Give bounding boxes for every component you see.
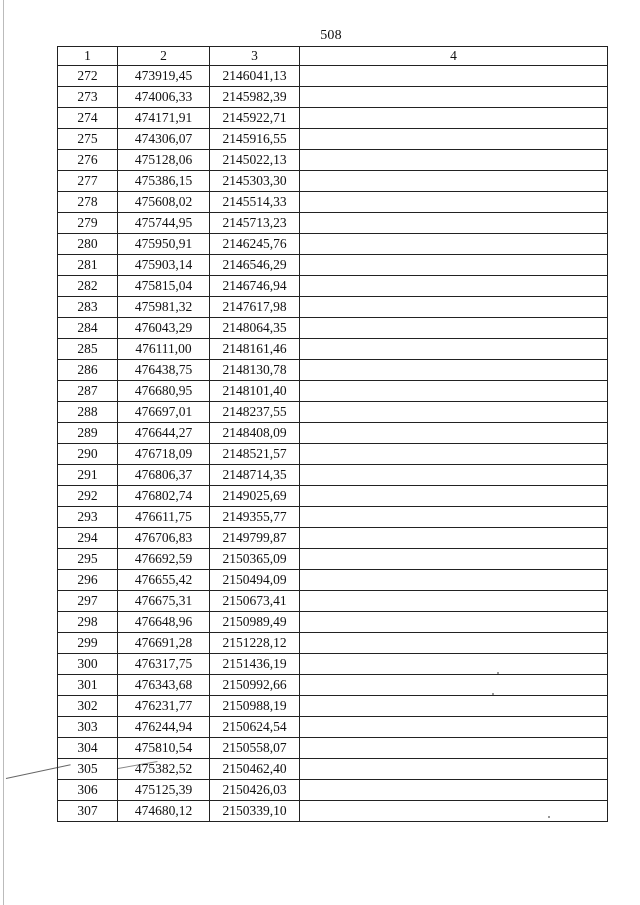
table-header-row (58, 47, 608, 66)
notes-cell (300, 234, 608, 255)
notes-cell (300, 759, 608, 780)
point-number-cell: 297 (58, 591, 118, 612)
point-number-cell: 279 (58, 213, 118, 234)
notes-cell (300, 612, 608, 633)
y-coordinate-cell: 2150339,10 (210, 801, 300, 822)
notes-cell (300, 66, 608, 87)
y-coordinate-cell: 2150462,40 (210, 759, 300, 780)
notes-cell (300, 87, 608, 108)
table-row (58, 465, 608, 486)
notes-cell (300, 381, 608, 402)
y-coordinate-cell: 2150365,09 (210, 549, 300, 570)
point-number-cell: 285 (58, 339, 118, 360)
x-coordinate-cell: 475382,52 (118, 759, 210, 780)
y-coordinate-cell: 2151436,19 (210, 654, 300, 675)
x-coordinate-cell: 476802,74 (118, 486, 210, 507)
table-row (58, 570, 608, 591)
point-number-cell: 292 (58, 486, 118, 507)
x-coordinate-cell: 476648,96 (118, 612, 210, 633)
notes-cell (300, 297, 608, 318)
table-row (58, 255, 608, 276)
y-coordinate-cell: 2148714,35 (210, 465, 300, 486)
point-number-cell: 273 (58, 87, 118, 108)
y-coordinate-cell: 2148521,57 (210, 444, 300, 465)
point-number-cell: 302 (58, 696, 118, 717)
table-row (58, 150, 608, 171)
notes-cell (300, 738, 608, 759)
point-number-cell: 280 (58, 234, 118, 255)
x-coordinate-cell: 475950,91 (118, 234, 210, 255)
notes-cell (300, 801, 608, 822)
point-number-cell: 303 (58, 717, 118, 738)
notes-cell (300, 465, 608, 486)
notes-cell (300, 129, 608, 150)
point-number-cell: 287 (58, 381, 118, 402)
x-coordinate-cell: 475815,04 (118, 276, 210, 297)
notes-cell (300, 549, 608, 570)
x-coordinate-cell: 476611,75 (118, 507, 210, 528)
y-coordinate-cell: 2150988,19 (210, 696, 300, 717)
x-coordinate-cell: 476043,29 (118, 318, 210, 339)
y-coordinate-cell: 2146746,94 (210, 276, 300, 297)
point-number-cell: 307 (58, 801, 118, 822)
y-coordinate-cell: 2150494,09 (210, 570, 300, 591)
notes-cell (300, 360, 608, 381)
y-coordinate-cell: 2146245,76 (210, 234, 300, 255)
x-coordinate-cell: 476706,83 (118, 528, 210, 549)
table-row (58, 675, 608, 696)
notes-cell (300, 171, 608, 192)
notes-cell (300, 423, 608, 444)
notes-cell (300, 192, 608, 213)
y-coordinate-cell: 2149025,69 (210, 486, 300, 507)
x-coordinate-cell: 476697,01 (118, 402, 210, 423)
notes-cell (300, 696, 608, 717)
y-coordinate-cell: 2149799,87 (210, 528, 300, 549)
notes-cell (300, 486, 608, 507)
column-header: 2 (118, 47, 210, 66)
notes-cell (300, 507, 608, 528)
point-number-cell: 304 (58, 738, 118, 759)
page-number: 508 (320, 28, 342, 43)
x-coordinate-cell: 474680,12 (118, 801, 210, 822)
x-coordinate-cell: 473919,45 (118, 66, 210, 87)
point-number-cell: 291 (58, 465, 118, 486)
y-coordinate-cell: 2145916,55 (210, 129, 300, 150)
x-coordinate-cell: 476317,75 (118, 654, 210, 675)
y-coordinate-cell: 2148161,46 (210, 339, 300, 360)
table-row (58, 717, 608, 738)
table-body (58, 66, 608, 822)
y-coordinate-cell: 2148064,35 (210, 318, 300, 339)
x-coordinate-cell: 476244,94 (118, 717, 210, 738)
notes-cell (300, 675, 608, 696)
point-number-cell: 272 (58, 66, 118, 87)
table-row (58, 612, 608, 633)
column-header: 3 (210, 47, 300, 66)
point-number-cell: 289 (58, 423, 118, 444)
y-coordinate-cell: 2145514,33 (210, 192, 300, 213)
x-coordinate-cell: 475608,02 (118, 192, 210, 213)
notes-cell (300, 591, 608, 612)
x-coordinate-cell: 476692,59 (118, 549, 210, 570)
table-row (58, 360, 608, 381)
y-coordinate-cell: 2150558,07 (210, 738, 300, 759)
y-coordinate-cell: 2146546,29 (210, 255, 300, 276)
x-coordinate-cell: 475810,54 (118, 738, 210, 759)
point-number-cell: 284 (58, 318, 118, 339)
point-number-cell: 301 (58, 675, 118, 696)
x-coordinate-cell: 476644,27 (118, 423, 210, 444)
notes-cell (300, 654, 608, 675)
y-coordinate-cell: 2145303,30 (210, 171, 300, 192)
table-row (58, 759, 608, 780)
y-coordinate-cell: 2150992,66 (210, 675, 300, 696)
notes-cell (300, 528, 608, 549)
table-row (58, 339, 608, 360)
x-coordinate-cell: 476655,42 (118, 570, 210, 591)
point-number-cell: 283 (58, 297, 118, 318)
y-coordinate-cell: 2146041,13 (210, 66, 300, 87)
x-coordinate-cell: 474171,91 (118, 108, 210, 129)
table-row (58, 318, 608, 339)
y-coordinate-cell: 2150673,41 (210, 591, 300, 612)
y-coordinate-cell: 2145922,71 (210, 108, 300, 129)
point-number-cell: 282 (58, 276, 118, 297)
point-number-cell: 278 (58, 192, 118, 213)
x-coordinate-cell: 476111,00 (118, 339, 210, 360)
point-number-cell: 294 (58, 528, 118, 549)
table-row (58, 549, 608, 570)
notes-cell (300, 150, 608, 171)
table-row (58, 528, 608, 549)
x-coordinate-cell: 476438,75 (118, 360, 210, 381)
point-number-cell: 277 (58, 171, 118, 192)
column-header: 4 (300, 47, 608, 66)
x-coordinate-cell: 476343,68 (118, 675, 210, 696)
table-row (58, 297, 608, 318)
point-number-cell: 281 (58, 255, 118, 276)
x-coordinate-cell: 476675,31 (118, 591, 210, 612)
x-coordinate-cell: 476680,95 (118, 381, 210, 402)
y-coordinate-cell: 2148101,40 (210, 381, 300, 402)
x-coordinate-cell: 475981,32 (118, 297, 210, 318)
x-coordinate-cell: 476806,37 (118, 465, 210, 486)
y-coordinate-cell: 2145022,13 (210, 150, 300, 171)
point-number-cell: 274 (58, 108, 118, 129)
point-number-cell: 288 (58, 402, 118, 423)
column-header: 1 (58, 47, 118, 66)
point-number-cell: 295 (58, 549, 118, 570)
table-row (58, 486, 608, 507)
x-coordinate-cell: 476231,77 (118, 696, 210, 717)
y-coordinate-cell: 2149355,77 (210, 507, 300, 528)
table-row (58, 87, 608, 108)
notes-cell (300, 633, 608, 654)
table-row (58, 213, 608, 234)
y-coordinate-cell: 2145982,39 (210, 87, 300, 108)
table-row (58, 171, 608, 192)
x-coordinate-cell: 474006,33 (118, 87, 210, 108)
y-coordinate-cell: 2145713,23 (210, 213, 300, 234)
point-number-cell: 293 (58, 507, 118, 528)
table-row (58, 654, 608, 675)
x-coordinate-cell: 476718,09 (118, 444, 210, 465)
notes-cell (300, 444, 608, 465)
x-coordinate-cell: 475125,39 (118, 780, 210, 801)
x-coordinate-cell: 475744,95 (118, 213, 210, 234)
x-coordinate-cell: 476691,28 (118, 633, 210, 654)
table-row (58, 738, 608, 759)
point-number-cell: 299 (58, 633, 118, 654)
table-row (58, 192, 608, 213)
point-number-cell: 296 (58, 570, 118, 591)
y-coordinate-cell: 2148130,78 (210, 360, 300, 381)
point-number-cell: 298 (58, 612, 118, 633)
x-coordinate-cell: 474306,07 (118, 129, 210, 150)
point-number-cell: 305 (58, 759, 118, 780)
table-row (58, 66, 608, 87)
y-coordinate-cell: 2151228,12 (210, 633, 300, 654)
table-row (58, 381, 608, 402)
notes-cell (300, 276, 608, 297)
notes-cell (300, 717, 608, 738)
notes-cell (300, 570, 608, 591)
table-row (58, 507, 608, 528)
y-coordinate-cell: 2150989,49 (210, 612, 300, 633)
table-row (58, 402, 608, 423)
table-row (58, 423, 608, 444)
table-row (58, 633, 608, 654)
y-coordinate-cell: 2150426,03 (210, 780, 300, 801)
notes-cell (300, 318, 608, 339)
table-row (58, 108, 608, 129)
table-row (58, 696, 608, 717)
table-row (58, 801, 608, 822)
table-row (58, 444, 608, 465)
x-coordinate-cell: 475903,14 (118, 255, 210, 276)
table-row (58, 591, 608, 612)
y-coordinate-cell: 2148237,55 (210, 402, 300, 423)
y-coordinate-cell: 2147617,98 (210, 297, 300, 318)
y-coordinate-cell: 2150624,54 (210, 717, 300, 738)
point-number-cell: 300 (58, 654, 118, 675)
notes-cell (300, 402, 608, 423)
point-number-cell: 306 (58, 780, 118, 801)
notes-cell (300, 780, 608, 801)
coordinates-table (57, 46, 608, 822)
table-row (58, 276, 608, 297)
notes-cell (300, 255, 608, 276)
notes-cell (300, 339, 608, 360)
x-coordinate-cell: 475128,06 (118, 150, 210, 171)
x-coordinate-cell: 475386,15 (118, 171, 210, 192)
point-number-cell: 275 (58, 129, 118, 150)
scan-edge (3, 0, 4, 905)
notes-cell (300, 213, 608, 234)
notes-cell (300, 108, 608, 129)
table-row (58, 234, 608, 255)
table-row (58, 129, 608, 150)
table-row (58, 780, 608, 801)
point-number-cell: 286 (58, 360, 118, 381)
point-number-cell: 276 (58, 150, 118, 171)
y-coordinate-cell: 2148408,09 (210, 423, 300, 444)
point-number-cell: 290 (58, 444, 118, 465)
